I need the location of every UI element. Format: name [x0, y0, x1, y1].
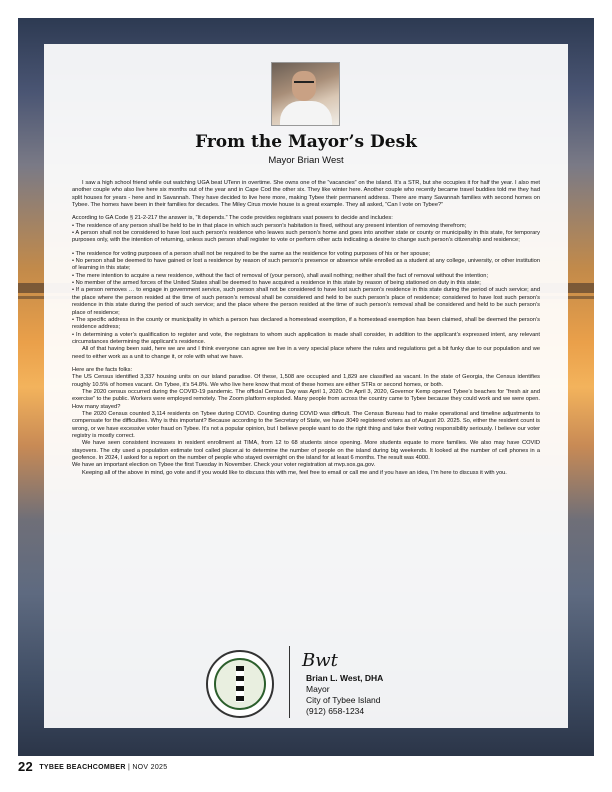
paragraph: We have an important election on Tybee the first Tuesday in November. Check your voter registration at mvp.sos.ga.gov. [72, 462, 376, 469]
signature: Bwt [302, 650, 338, 671]
paragraph: I saw a high school friend while out watching UGA beat UTenn in overtime. She owns one of the “vacancies” on the island. It’s a STR, but she occupies it for half the year. I also met another couple who also live here six months out of the year and in Cape Cod the other six. They like winter here. Another couple who recently became travel buddies told me they had split houses for years - here and in Savannah. They have decided to live here more, making Tybee their permanent address. There are many Savannah families with second homes on Tybee. The homes have been in their families for decades. The Miley Cirus movie house is a great example. They all asked, “Can I vote on Tybee?” [72, 180, 540, 209]
issue-date: NOV 2025 [132, 764, 168, 771]
page-number: 22 [18, 759, 34, 774]
list-item: • No member of the armed forces of the United States shall be deemed to have acquired a residence in this state by reason of being stationed on duty in this state; [72, 280, 481, 287]
portrait-shirt [280, 101, 332, 125]
portrait-glasses [294, 81, 314, 88]
list-item: • The residence of any person shall be held to be in that place in which such person’s habitation is fixed, without any present intention of removing therefrom; [72, 222, 467, 229]
paragraph: The 2020 census occurred during the COVID-19 pandemic. The official Census Day was April 1, 2020. On April 3, 2020, Governor Kemp opened Tybee’s beaches for “fresh air and exercise” to the public. Workers were employed remotely. The Zoom platform exploded. Many people from across the country came to Tybee because they could work and we were open. How many stayed? [72, 388, 540, 410]
paragraph: The US Census identified 3,337 housing units on our island paradise. Of these, 1,508 are occupied and 1,829 are classified as vacant. In the state of Georgia, the Census identifies roughly 10.5% of homes vacant. On Tybee, it’s 54.8%. We who live here know that most of these homes are either STRs or second homes, or both. [72, 374, 540, 388]
signer-phone: (912) 658-1234 [306, 706, 365, 716]
page-footer [18, 759, 167, 774]
list-item: • The residence for voting purposes of a person shall not be required to be the same as the residence for voting purposes of his or her spouse; [72, 250, 431, 257]
paragraph: All of that having been said, here we are and I think everyone can agree we live in a very special place where the rules and regulations get a bit funky due to our population and we need to either work as a unit to change it, or role with what we have. [72, 346, 540, 360]
lighthouse-icon [236, 666, 244, 702]
list-item: • If a person removes … to engage in government service, such person shall not be considered to have lost such person’s residence in this state during the period of such service; and the place where the person resided at the time of such person’s removal shall be considered and held to be such person’s place of residence; considered to have lost such person’s residence in this state during the period of such service; and the place where the person resided at the time of such person’s removal shall be considered and held to be such person’s place of residence; [72, 287, 540, 316]
paragraph: Keeping all of the above in mind, go vote and if you would like to discuss this with me, feel free to email or call me and if you have an idea, I’m here to discuss it with you. [82, 469, 507, 476]
list-item: • No person shall be deemed to have gained or lost a residence by reason of such person’s presence or absence while enrolled as a student at any college, university, or other institution of learning in this state; [72, 258, 540, 272]
paragraph: Here are the facts folks: [72, 366, 133, 373]
mayor-portrait [271, 62, 340, 126]
page-title: From the Mayor’s Desk [195, 132, 417, 152]
publication-name: TYBEE BEACHCOMBER [39, 764, 126, 771]
signer-org: City of Tybee Island [306, 695, 381, 705]
signature-block [306, 673, 383, 717]
list-item: • In determining a voter’s qualification to register and vote, the registrars to whom such application is made shall consider, in addition to the applicant’s expressed intent, any relevant circumstances determining the applicant’s residence. [72, 331, 540, 345]
city-seal [206, 650, 274, 718]
list-item: • The specific address in the county or municipality in which a person has declared a homestead exemption, if a homestead exemption has been claimed, shall be deemed the person’s residence address; [72, 316, 540, 331]
list-item: • The mere intention to acquire a new residence, without the fact of removal of (your person), shall avail nothing; neither shall the fact of removal without the intention; [72, 272, 489, 279]
signer-name: Brian L. West, DHA [306, 673, 384, 683]
page-subtitle: Mayor Brian West [268, 155, 344, 166]
paragraph: We have seen consistent increases in resident enrollment at TIMA, from 12 to 68 students since opening. More students equate to more families. We also may have COVID stayovers. The city used a population estimate tool called placer.ai to determine the number of people on the island during big weekends. It looked at the number of cell phones in a geofence. In 2024, I asked for a report on the number of people who stayed overnight on the island for at least 6 months. The result was 4000. [72, 440, 540, 462]
paragraph: The 2020 Census counted 3,114 residents on Tybee during COVID. Counting during COVID was difficult. The Census Bureau had to make operational and timeline adjustments to compensate for the difficulties. Why is this important? Because according to the Secretary of State, we have 3049 registered voters as of August 20. 2025. So, either the resident count is wrong, or we have excessive voter fraud on Tybee. It’s not a popular opinion, but I believe people want to do the right thing and take their voting responsibility seriously. I believe our voter registry is mostly correct. [72, 410, 540, 439]
list-item: • A person shall not be considered to have lost such person’s residence who leaves such person’s home and goes into another state or county or municipality in this state, for temporary purposes only, with the intention of returning, unless such person shall register to vote or perform other acts indicating a desire to change such person’s citizenship and residence; [72, 230, 540, 244]
signer-role: Mayor [306, 684, 330, 694]
footer-separator: | [127, 764, 131, 771]
paragraph: According to GA Code § 21-2-217 the answer is, “It depends.” The code provides registrars vast powers to decide and includes: [72, 215, 393, 222]
letter-body [72, 180, 540, 477]
signature-divider [289, 646, 290, 718]
